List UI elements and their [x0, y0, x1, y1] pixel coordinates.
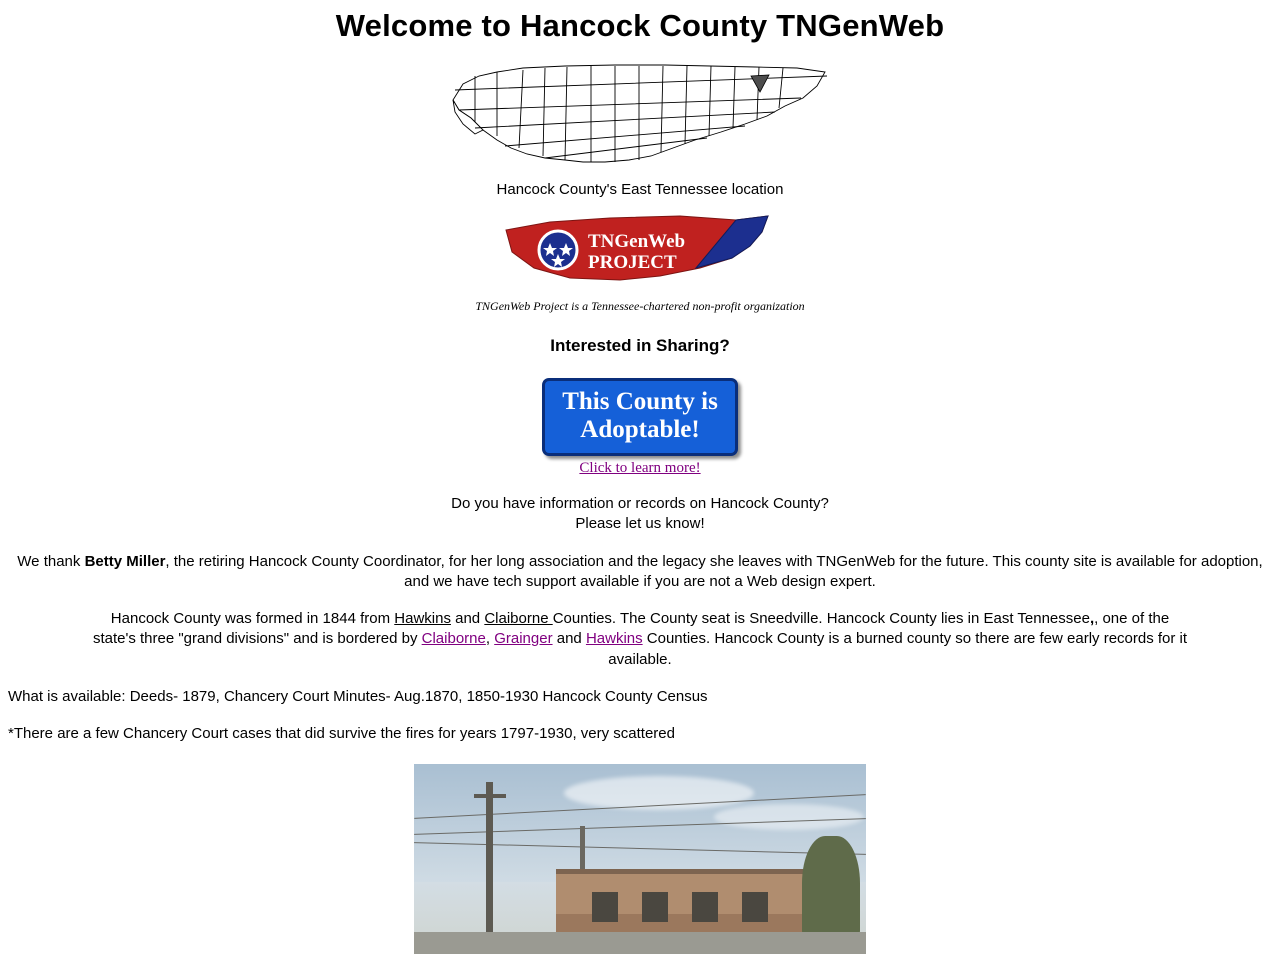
photo-window — [742, 892, 768, 922]
svg-text:PROJECT: PROJECT — [588, 252, 677, 273]
thanks-post: , the retiring Hancock County Coordinator, for her long association and the legacy she leaves with TNGenWeb for the future. This county site is available for adoption, and we have tech support available if you are not a Web design expert. — [165, 552, 1263, 590]
photo-container — [0, 764, 1280, 959]
page-root — [0, 8, 1280, 959]
photo-window — [592, 892, 618, 922]
history-seg-3b: , one of the state's three "grand divisions" and is bordered by — [92, 610, 1170, 648]
history-seg-5: and — [552, 630, 586, 648]
history-comma: , — [1089, 610, 1095, 627]
photo-window — [642, 892, 668, 922]
courthouse-street-photo-icon — [414, 764, 866, 954]
adopt-container — [0, 378, 1280, 477]
history-seg-2: and — [450, 610, 485, 627]
ask-line-1: Do you have information or records on Hancock County? — [451, 495, 829, 512]
ask-line-2: Please let us know! — [575, 515, 705, 533]
ask-block — [0, 494, 1280, 535]
county-adoptable-button[interactable] — [542, 378, 738, 456]
photo-ground — [414, 932, 866, 954]
claiborne-county-link-2[interactable]: Claiborne — [421, 630, 486, 648]
grainger-county-link[interactable]: Grainger — [494, 630, 553, 648]
tennessee-counties-outline-map-icon — [445, 62, 835, 177]
adopt-button-line2: Adoptable! — [580, 416, 700, 443]
thanks-paragraph — [0, 552, 1280, 593]
thanks-pre: We thank — [17, 552, 85, 570]
tennessee-map-container — [0, 62, 1280, 198]
history-paragraph — [0, 609, 1280, 670]
photo-utility-pole — [486, 782, 493, 954]
adopt-button-line1: This County is — [562, 388, 718, 415]
claiborne-county-link-1[interactable]: Claiborne — [484, 610, 553, 627]
history-seg-1: Hancock County was formed in 1844 from — [110, 610, 395, 627]
svg-text:TNGenWeb: TNGenWeb — [588, 231, 686, 252]
click-to-learn-more-link[interactable]: Click to learn more! — [579, 460, 701, 476]
photo-window — [692, 892, 718, 922]
map-caption: Hancock County's East Tennessee location — [496, 181, 784, 198]
hawkins-county-link-2[interactable]: Hawkins — [585, 630, 643, 648]
page-title: Welcome to Hancock County TNGenWeb — [335, 8, 945, 43]
records-available-text: What is available: Deeds- 1879, Chancery Court Minutes- Aug.1870, 1850-1930 Hancock County Census — [8, 687, 708, 705]
history-seg-3: Counties. The County seat is Sneedville. Hancock County lies in East Tennessee — [552, 610, 1090, 627]
history-seg-6: Counties. Hancock County is a burned county so there are few early records for it available. — [608, 630, 1188, 668]
logo-container — [0, 212, 1280, 314]
sharing-heading: Interested in Sharing? — [550, 336, 730, 355]
hawkins-county-link-1[interactable]: Hawkins — [394, 610, 451, 627]
history-seg-4: , — [485, 630, 495, 648]
logo-caption: TNGenWeb Project is a Tennessee-chartered non-profit organization — [475, 299, 805, 313]
tngenweb-project-logo-icon — [500, 231, 780, 292]
coordinator-name: Betty Miller — [84, 552, 166, 570]
chancery-note-text: *There are a few Chancery Court cases that did survive the fires for years 1797-1930, very scattered — [8, 725, 675, 742]
